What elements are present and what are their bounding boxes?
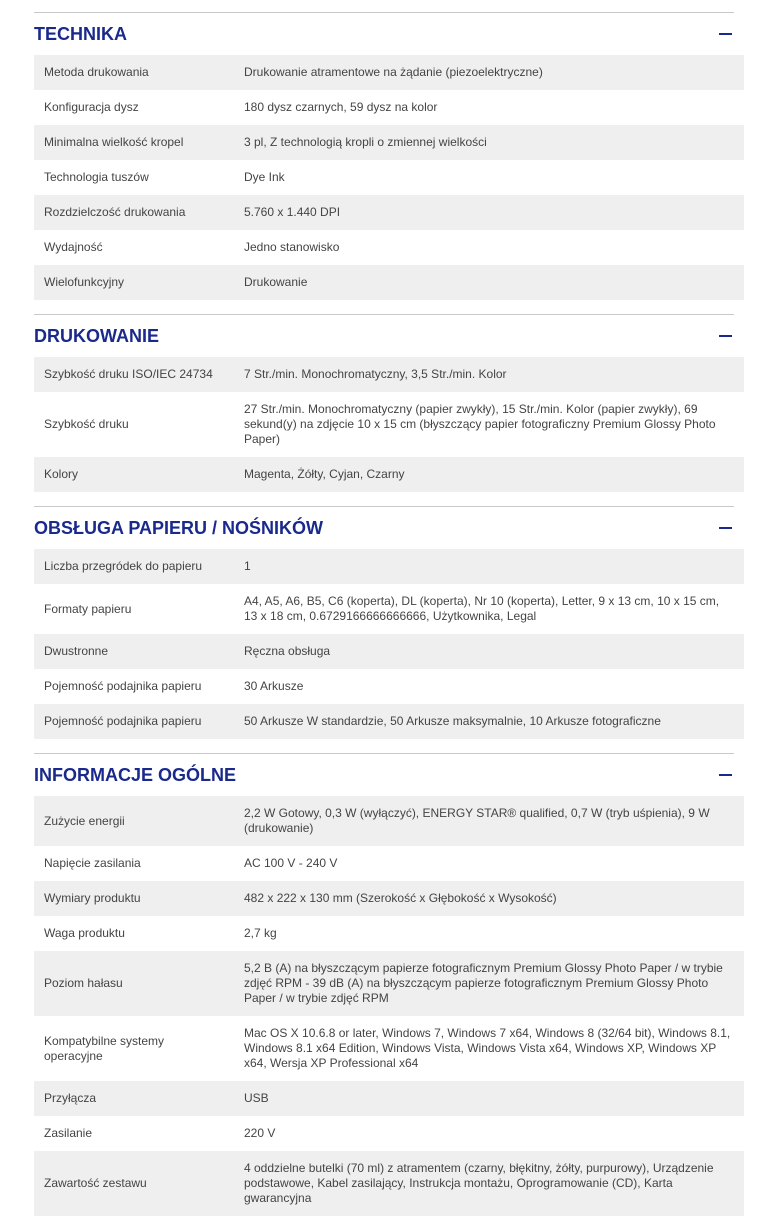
spec-value: 1 [234,549,744,584]
spec-table [34,796,744,1216]
spec-key: Pojemność podajnika papieru [34,704,234,739]
spec-key: Pojemność podajnika papieru [34,669,234,704]
spec-value: USB [234,1081,744,1116]
spec-value: 2,2 W Gotowy, 0,3 W (wyłączyć), ENERGY STAR® qualified, 0,7 W (tryb uśpienia), 9 W (drukowanie) [234,796,744,846]
spec-row [34,796,744,846]
spec-sheet [34,0,734,1216]
spec-table [34,357,744,492]
spec-value: 482 x 222 x 130 mm (Szerokość x Głębokość x Wysokość) [234,881,744,916]
spec-row [34,669,744,704]
spec-value: AC 100 V - 240 V [234,846,744,881]
section-technika [34,12,734,314]
spec-value: 50 Arkusze W standardzie, 50 Arkusze maksymalnie, 10 Arkusze fotograficzne [234,704,744,739]
spec-key: Formaty papieru [34,584,234,634]
spec-key: Metoda drukowania [34,55,234,90]
spec-row [34,634,744,669]
spec-key: Szybkość druku ISO/IEC 24734 [34,357,234,392]
section-informacje-ogolne [34,753,734,1216]
spec-row [34,1151,744,1216]
spec-key: Kolory [34,457,234,492]
section-title: TECHNIKA [34,23,127,44]
spec-value: 2,7 kg [234,916,744,951]
spec-key: Kompatybilne systemy operacyjne [34,1016,234,1081]
spec-value: 5.760 x 1.440 DPI [234,195,744,230]
spec-key: Zużycie energii [34,796,234,846]
section-obsluga-papieru [34,506,734,753]
spec-row [34,916,744,951]
spec-key: Zawartość zestawu [34,1151,234,1216]
spec-row [34,584,744,634]
spec-key: Dwustronne [34,634,234,669]
spec-key: Wydajność [34,230,234,265]
spec-row [34,265,744,300]
spec-value: Dye Ink [234,160,744,195]
spec-row [34,125,744,160]
spec-value: Ręczna obsługa [234,634,744,669]
spec-row [34,704,744,739]
section-header[interactable] [34,315,734,357]
spec-table [34,55,744,300]
spec-key: Wielofunkcyjny [34,265,234,300]
spec-row [34,392,744,457]
spec-value: Drukowanie [234,265,744,300]
spec-table [34,549,744,739]
spec-row [34,55,744,90]
spec-row [34,846,744,881]
section-header[interactable] [34,13,734,55]
spec-value: Magenta, Żółty, Cyjan, Czarny [234,457,744,492]
spec-row [34,160,744,195]
spec-value: A4, A5, A6, B5, C6 (koperta), DL (koperta), Nr 10 (koperta), Letter, 9 x 13 cm, 10 x 15 cm, 13 x 18 cm, 0.6729166666666666, Użytkownika, Legal [234,584,744,634]
section-title: INFORMACJE OGÓLNE [34,764,237,785]
section-title: OBSŁUGA PAPIERU / NOŚNIKÓW [34,517,324,538]
section-header[interactable] [34,507,734,549]
spec-value: 180 dysz czarnych, 59 dysz na kolor [234,90,744,125]
spec-row [34,549,744,584]
spec-value: Drukowanie atramentowe na żądanie (piezoelektryczne) [234,55,744,90]
spec-key: Poziom hałasu [34,951,234,1016]
spec-key: Waga produktu [34,916,234,951]
spec-value: Mac OS X 10.6.8 or later, Windows 7, Windows 7 x64, Windows 8 (32/64 bit), Windows 8.1, Windows 8.1 x64 Edition, Windows Vista, Windows Vista x64, Windows XP, Windows XP x64, Wersja XP Professional x64 [234,1016,744,1081]
spec-row [34,90,744,125]
spec-key: Szybkość druku [34,392,234,457]
spec-row [34,230,744,265]
spec-key: Liczba przegródek do papieru [34,549,234,584]
spec-key: Minimalna wielkość kropel [34,125,234,160]
spec-value: 27 Str./min. Monochromatyczny (papier zwykły), 15 Str./min. Kolor (papier zwykły), 69 sekund(y) na zdjęcie 10 x 15 cm (błyszczący papier fotograficzny Premium Glossy Photo Paper) [234,392,744,457]
spec-row [34,457,744,492]
spec-value: 7 Str./min. Monochromatyczny, 3,5 Str./min. Kolor [234,357,744,392]
spec-row [34,195,744,230]
collapse-minus-icon[interactable] [719,768,732,782]
spec-value: 30 Arkusze [234,669,744,704]
spec-value: 5,2 B (A) na błyszczącym papierze fotograficznym Premium Glossy Photo Paper / w trybie zdjęć RPM - 39 dB (A) na błyszczącym papierze fotograficznym Premium Glossy Photo Paper / w trybie zdjęć RPM [234,951,744,1016]
spec-row [34,357,744,392]
spec-row [34,1116,744,1151]
collapse-minus-icon[interactable] [719,329,732,343]
spec-value: 220 V [234,1116,744,1151]
section-drukowanie [34,314,734,506]
spec-value: 3 pl, Z technologią kropli o zmiennej wielkości [234,125,744,160]
spec-value: Jedno stanowisko [234,230,744,265]
collapse-minus-icon[interactable] [719,27,732,41]
spec-row [34,1081,744,1116]
section-header[interactable] [34,754,734,796]
spec-value: 4 oddzielne butelki (70 ml) z atramentem (czarny, błękitny, żółty, purpurowy), Urządzenie podstawowe, Kabel zasilający, Instrukcja montażu, Oprogramowanie (CD), Karta gwarancyjna [234,1151,744,1216]
spec-row [34,1016,744,1081]
spec-key: Zasilanie [34,1116,234,1151]
spec-key: Wymiary produktu [34,881,234,916]
spec-row [34,881,744,916]
spec-key: Technologia tuszów [34,160,234,195]
spec-row [34,951,744,1016]
spec-key: Napięcie zasilania [34,846,234,881]
spec-key: Przyłącza [34,1081,234,1116]
spec-key: Konfiguracja dysz [34,90,234,125]
spec-key: Rozdzielczość drukowania [34,195,234,230]
collapse-minus-icon[interactable] [719,521,732,535]
section-title: DRUKOWANIE [34,325,159,346]
